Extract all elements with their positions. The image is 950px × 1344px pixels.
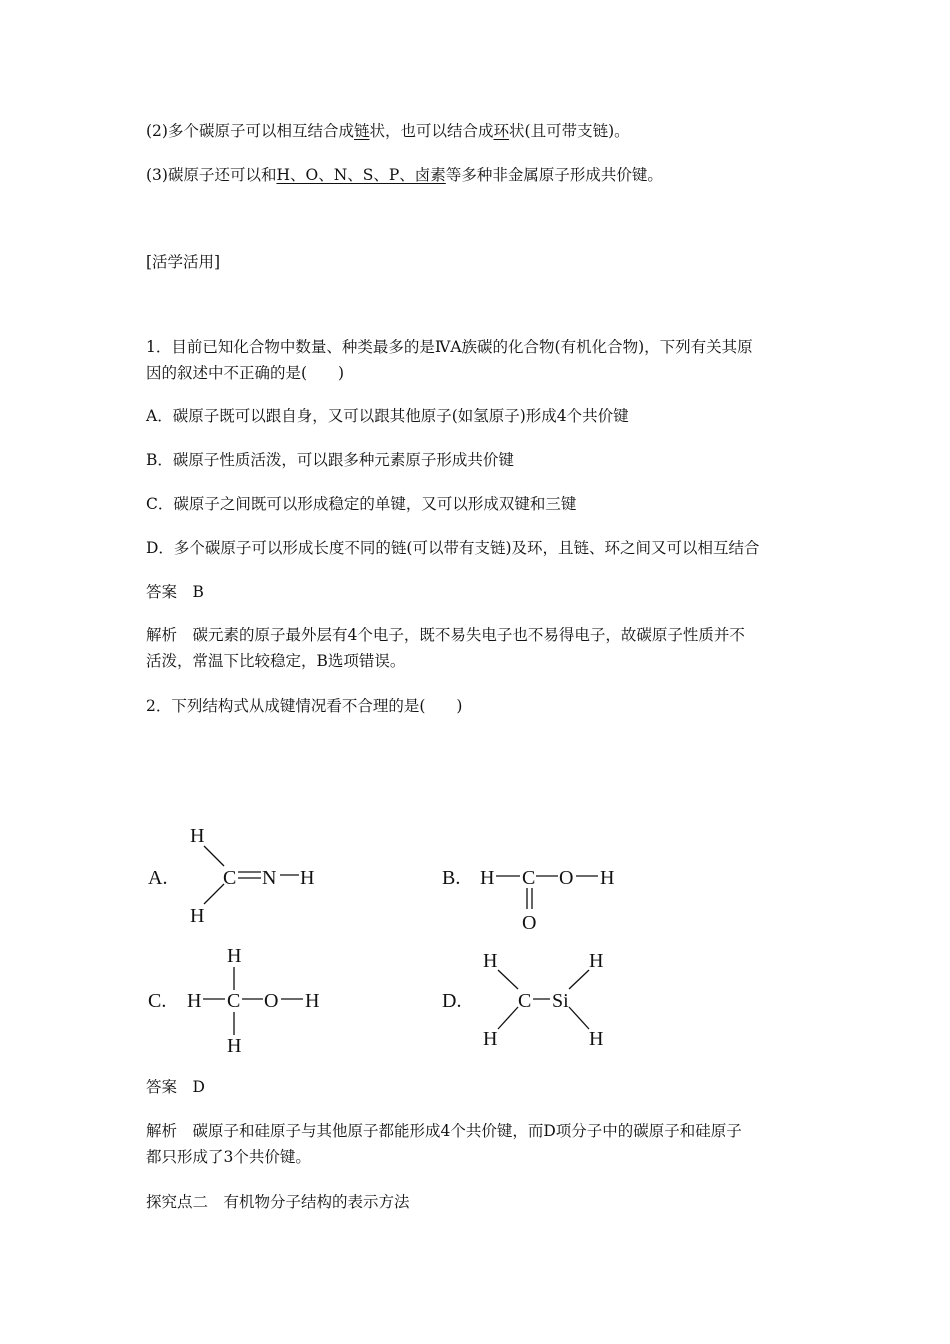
atom-h-left: H (480, 867, 495, 889)
underlined-term: 环 (493, 122, 510, 140)
q2-analysis-line1: 解析 碳原子和硅原子与其他原子都能形成4个共价键，而D项分子中的碳原子和硅原子 (146, 1122, 742, 1140)
atom-c: C (227, 990, 241, 1012)
q1-analysis-line1: 解析 碳元素的原子最外层有4个电子，既不易失电子也不易得电子，故碳原子性质并不 (146, 626, 745, 644)
structure-a (140, 822, 330, 936)
atom-c: C (223, 867, 237, 889)
q1-option-c: C．碳原子之间既可以形成稳定的单键，又可以形成双键和三键 (146, 495, 577, 513)
q1-option-a: A．碳原子既可以跟自身，又可以跟其他原子(如氢原子)形成4个共价键 (146, 407, 629, 425)
atom-h-bottom-left: H (483, 1028, 498, 1050)
structure-label: D. (442, 990, 462, 1012)
q1-option-d: D．多个碳原子可以形成长度不同的链(可以带有支链)及环，且链、环之间又可以相互结合 (146, 539, 760, 557)
point-3: (3)碳原子还可以和H、O、N、S、P、卤素等多种非金属原子形成共价键。 (146, 166, 663, 184)
underlined-term: 链 (353, 122, 370, 140)
atom-h-bottom: H (190, 905, 205, 927)
atom-c: C (522, 867, 536, 889)
atom-h-bottom-right: H (589, 1028, 604, 1050)
q1-analysis-line2: 活泼，常温下比较稳定，B选项错误。 (146, 652, 406, 670)
q2-analysis-line2: 都只形成了3个共价键。 (146, 1148, 311, 1166)
structure-b (438, 845, 638, 939)
atom-h-right: H (300, 867, 315, 889)
section-title: [活学活用] (146, 253, 221, 271)
atom-o: O (264, 990, 279, 1012)
atom-si: Si (552, 990, 569, 1012)
structure-d (438, 945, 638, 1059)
atom-h-top: H (227, 945, 242, 967)
atom-o-bottom: O (522, 912, 537, 934)
atom-h-bottom: H (227, 1035, 242, 1057)
structure-label: B. (442, 867, 461, 889)
atom-o: O (559, 867, 574, 889)
q1-stem-line2: 因的叙述中不正确的是( ) (146, 364, 345, 382)
structure-label: C. (148, 990, 167, 1012)
atom-h-top-left: H (483, 950, 498, 972)
q1-stem-line1: 1．目前已知化合物中数量、种类最多的是ⅣA族碳的化合物(有机化合物)，下列有关其原 (146, 338, 753, 356)
structure-label: A. (148, 867, 168, 889)
atom-h-right: H (600, 867, 615, 889)
q1-answer: 答案 B (146, 583, 204, 601)
q2-answer: 答案 D (146, 1078, 205, 1096)
structure-c (140, 940, 340, 1064)
atom-h-right: H (305, 990, 320, 1012)
atom-h-left: H (187, 990, 202, 1012)
q2-stem: 2．下列结构式从成键情况看不合理的是( ) (146, 697, 463, 715)
atom-h-top-right: H (589, 950, 604, 972)
atom-n: N (262, 867, 277, 889)
point-2: (2)多个碳原子可以相互结合成链状，也可以结合成环状(且可带支链)。 (146, 122, 630, 140)
atom-h-top: H (190, 825, 205, 847)
atom-c: C (518, 990, 532, 1012)
underlined-term: H、O、N、S、P、卤素 (276, 166, 446, 184)
q1-option-b: B．碳原子性质活泼，可以跟多种元素原子形成共价键 (146, 451, 514, 469)
section2-title: 探究点二 有机物分子结构的表示方法 (146, 1193, 410, 1211)
